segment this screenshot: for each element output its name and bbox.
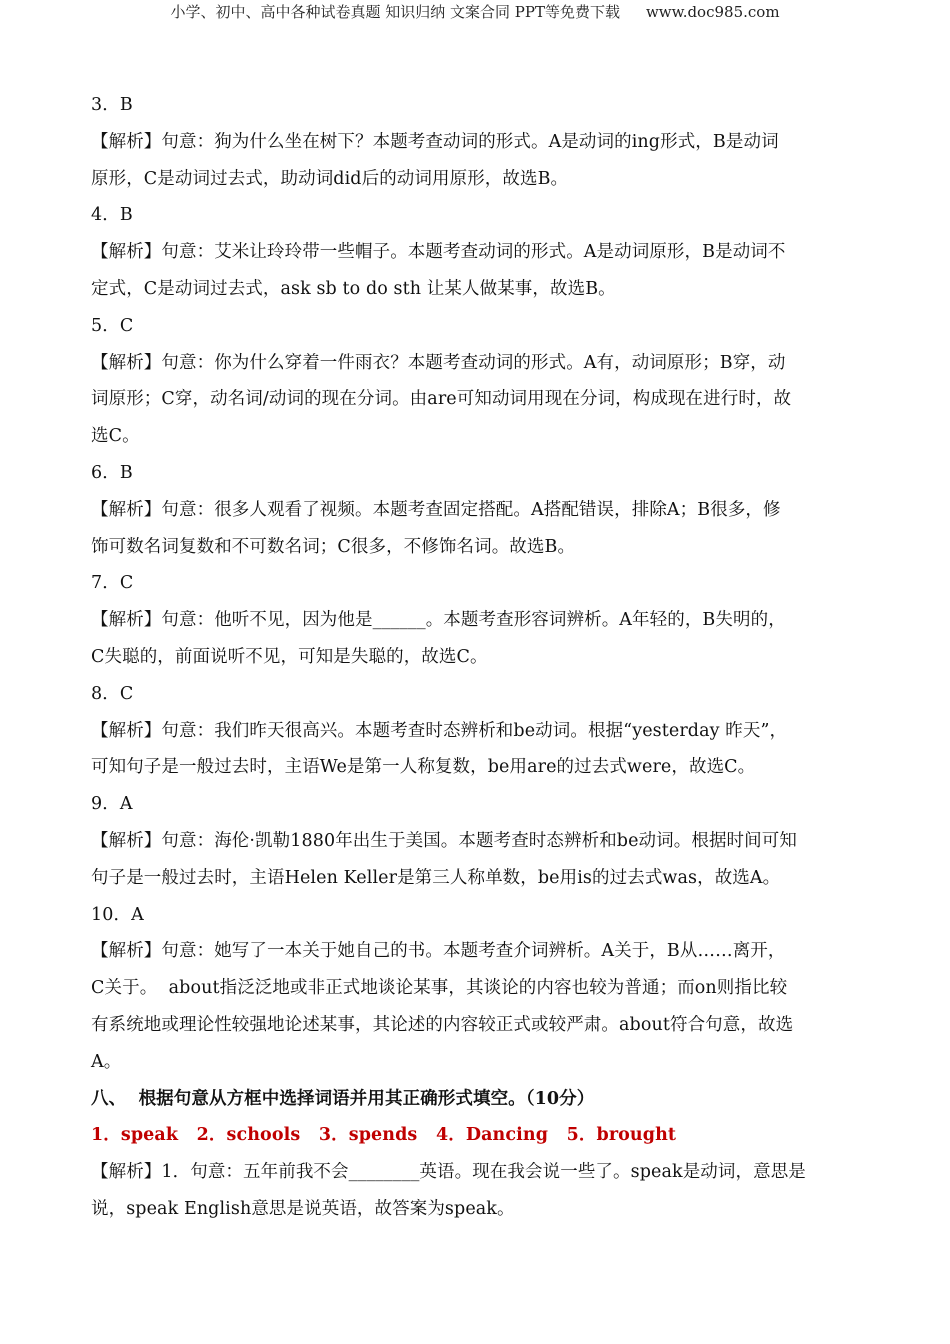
explanation-line: 可知句子是一般过去时，主语We是第一人称复数，be用are的过去式were，故选C。: [91, 757, 756, 778]
answer-4: 4．B: [91, 205, 133, 226]
header-site: www.doc985.com: [645, 3, 780, 21]
answer-3: 3．B: [91, 95, 133, 115]
explanation-line: 【解析】句意：艾米让玲玲带一些帽子。本题考查动词的形式。A是动词原形，B是动词不: [91, 242, 786, 263]
explanation-line: 有系统地或理论性较强地论述某事，其论述的内容较正式或较严肃。about符合句意，故选: [91, 1014, 794, 1035]
explanation-line: 【解析】句意：海伦·凯勒1880年出生于美国。本题考查时态辨析和be动词。根据时间可知: [91, 830, 797, 851]
explanation-line: 【解析】句意：他听不见，因为他是______。本题考查形容词辨析。A年轻的，B失明的，: [91, 610, 786, 631]
page-header: [0, 2, 950, 22]
explanation-line: 【解析】1．句意：五年前我不会________英语。现在我会说一些了。speak是动词，意思是: [91, 1162, 806, 1183]
answer-9: 9．A: [91, 794, 133, 815]
explanation-line: A。: [91, 1051, 122, 1072]
answer-6: 6．B: [91, 462, 133, 483]
explanation-line: 选C。: [91, 426, 140, 447]
explanation-line: 【解析】句意：你为什么穿着一件雨衣？本题考查动词的形式。A有，动词原形；B穿，动: [91, 352, 786, 373]
explanation-line: 说，speak English意思是说英语，故答案为speak。: [91, 1198, 515, 1219]
explanation-line: 【解析】句意：很多人观看了视频。本题考查固定搭配。A搭配错误，排除A；B很多，修: [91, 499, 781, 520]
explanation-line: 【解析】句意：我们昨天很高兴。本题考查时态辨析和be动词。根据“yesterday 昨天”，: [91, 720, 788, 741]
explanation-line: C失聪的，前面说听不见，可知是失聪的，故选C。: [91, 646, 488, 667]
explanation-line: 定式，C是动词过去式，ask sb to do sth 让某人做某事，故选B。: [91, 278, 616, 299]
explanation-line: 词原形；C穿，动名词/动词的现在分词。由are可知动词用现在分词，构成现在进行时，故: [91, 389, 792, 410]
header-text: 小学、初中、高中各种试卷真题 知识归纳 文案合同 PPT等免费下载: [170, 3, 620, 21]
answer-10: 10．A: [91, 904, 144, 925]
explanation-line: 【解析】句意：她写了一本关于她自己的书。本题考查介词辨析。A关于，B从……离开，: [91, 941, 786, 962]
answer-5: 5．C: [91, 315, 134, 336]
explanation-line: 【解析】句意：狗为什么坐在树下？本题考查动词的形式。A是动词的ing形式，B是动词: [91, 131, 779, 152]
section-heading: 八、 根据句意从方框中选择词语并用其正确形式填空。（10分）: [91, 1088, 595, 1109]
section-answers: 1．speak 2．schools 3．spends 4．Dancing 5．brought: [91, 1125, 677, 1146]
explanation-line: 原形，C是动词过去式，助动词did后的动词用原形，故选B。: [91, 168, 569, 189]
answer-8: 8．C: [91, 683, 134, 704]
explanation-line: 饰可数名词复数和不可数名词；C很多，不修饰名词。故选B。: [91, 536, 576, 557]
explanation-line: C关于。 about指泛泛地或非正式地谈论某事，其谈论的内容也较为普通；而on则指比较: [91, 978, 788, 999]
explanation-line: 句子是一般过去时，主语Helen Keller是第三人称单数，be用is的过去式was，故选A。: [91, 867, 781, 888]
document-body: [91, 87, 861, 1228]
answer-7: 7．C: [91, 573, 134, 594]
